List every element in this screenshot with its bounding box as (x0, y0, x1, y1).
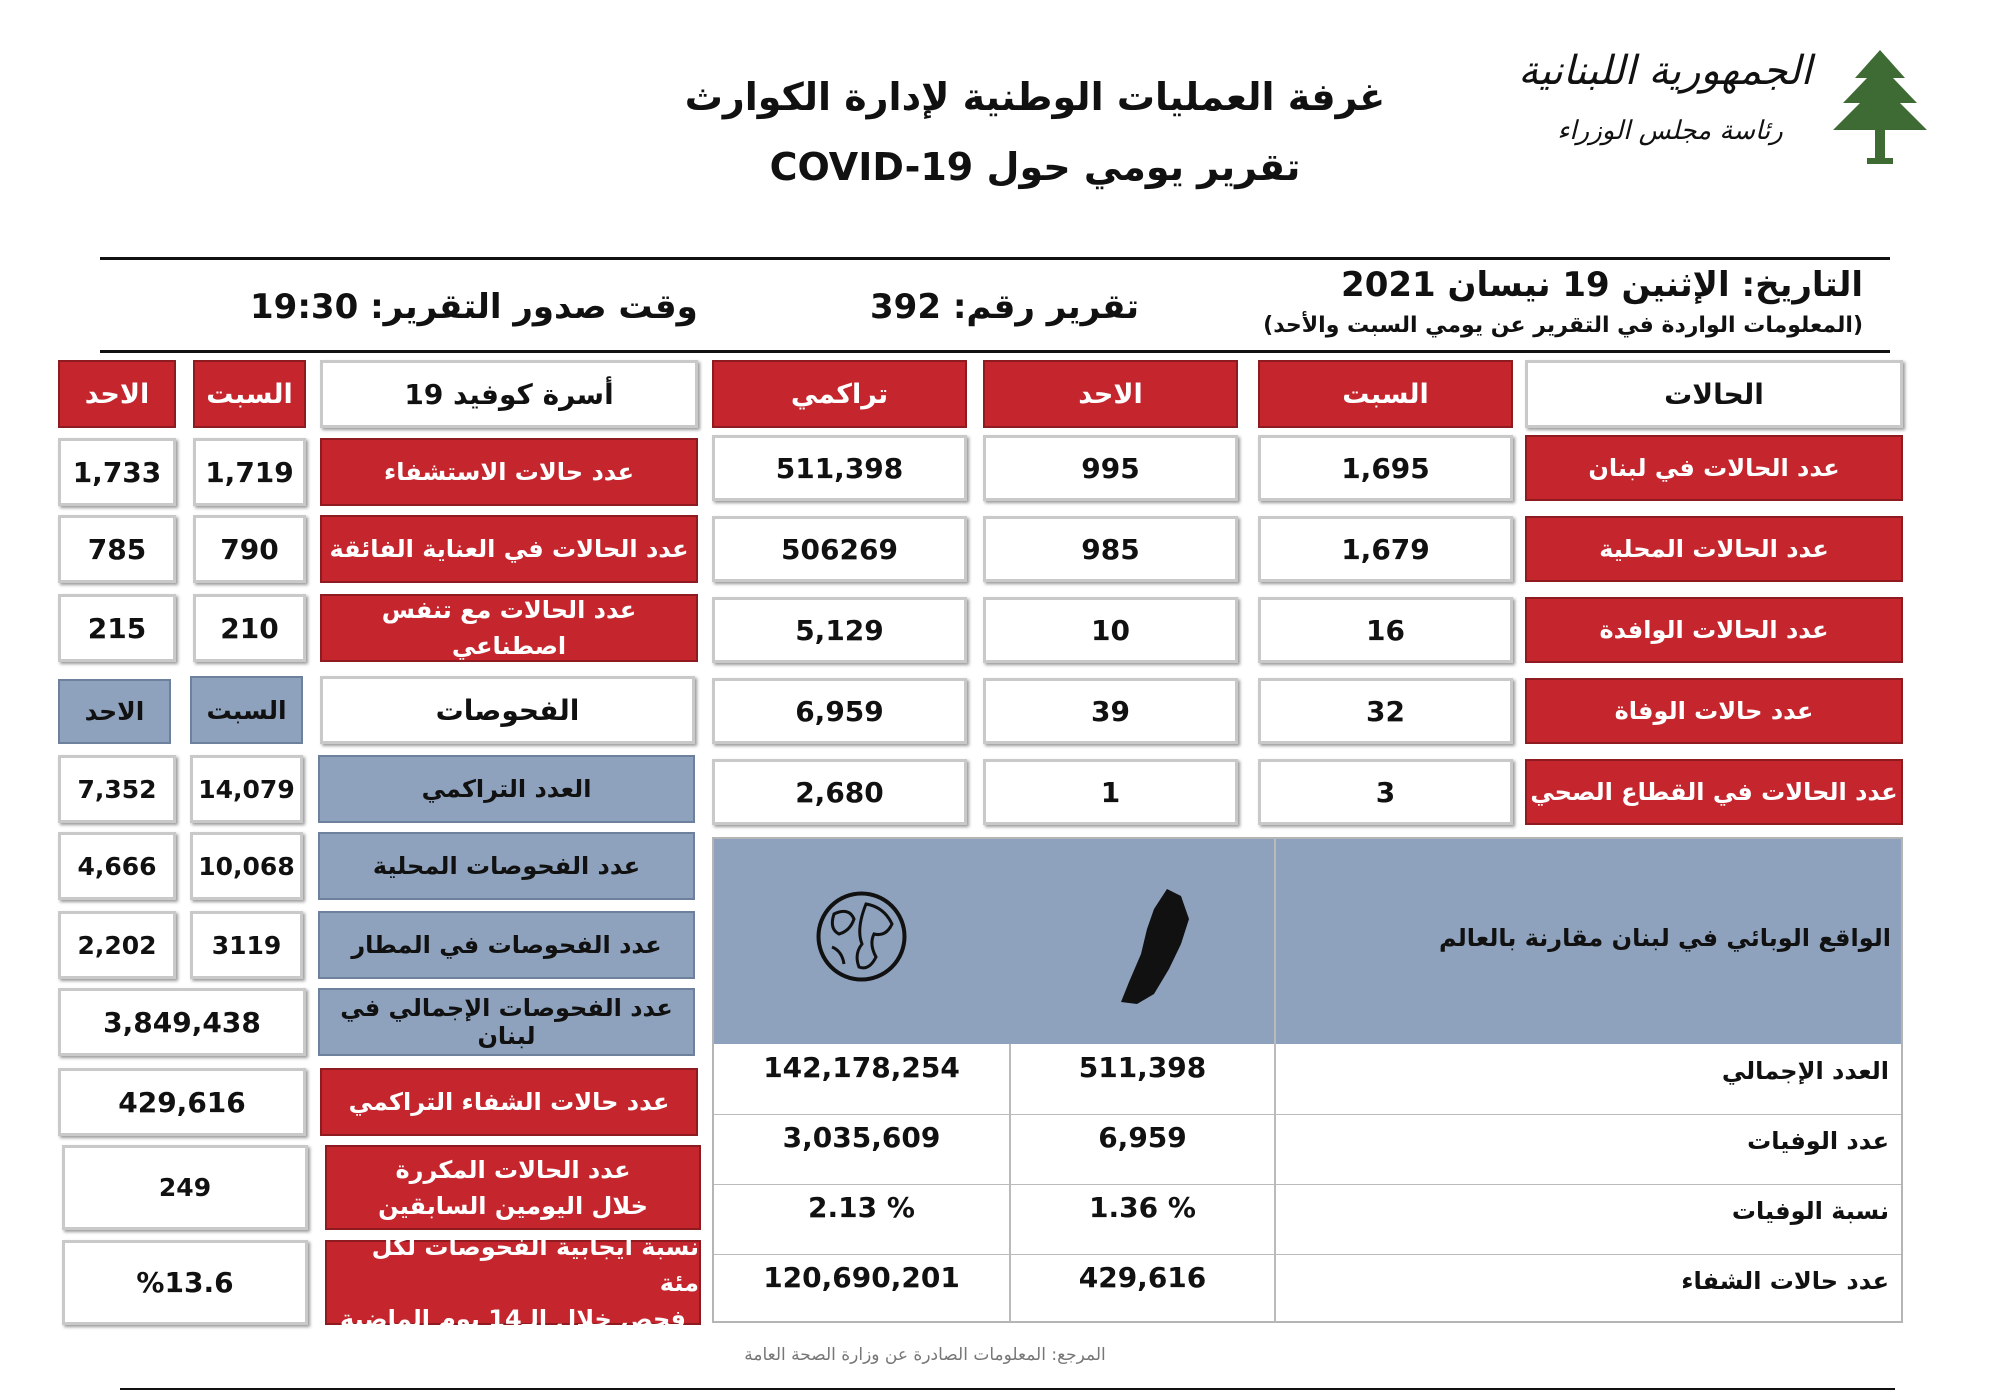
report-date-note: (المعلومات الواردة في التقرير عن يومي السبت والأحد) (1263, 313, 1863, 338)
world-col-divider (1274, 839, 1276, 1321)
tests-total-label: عدد الفحوصات الإجمالي في لبنان (318, 988, 695, 1056)
beds-row-sun: 215 (58, 594, 176, 662)
world-row-lebanon: 429,616 (1078, 1261, 1207, 1294)
cases-row-cum: 506269 (712, 516, 967, 582)
report-title: غرفة العمليات الوطنية لإدارة الكوارث (684, 75, 1386, 119)
report-date: التاريخ: الإثنين 19 نيسان 2021 (1341, 265, 1863, 305)
world-row-label: نسبة الوفيات (1731, 1197, 1889, 1225)
world-row-lebanon: 1.36 % (1089, 1191, 1196, 1224)
tests-total-value: 3,849,438 (58, 988, 306, 1056)
cases-row-sun: 985 (983, 516, 1238, 582)
beds-header-sat: السبت (193, 360, 306, 428)
cases-row-label: عدد الحالات المحلية (1525, 516, 1903, 582)
recoveries-label: عدد حالات الشفاء التراكمي (320, 1068, 698, 1136)
beds-header-label: أسرة كوفيد 19 (320, 360, 698, 428)
cedar-tree-icon (1825, 48, 1935, 166)
cases-row-cum: 511,398 (712, 435, 967, 501)
tests-row-label: عدد الفحوصات المحلية (318, 832, 695, 900)
cases-row-sat: 3 (1258, 759, 1513, 825)
duplicate-cases-label-line1: عدد الحالات المكررة (395, 1155, 631, 1184)
top-divider (100, 257, 1890, 260)
meta-divider (100, 350, 1890, 353)
tests-row-sun: 2,202 (58, 911, 176, 979)
beds-row-label: عدد حالات الاستشفاء (320, 438, 698, 506)
duplicate-cases-value: 249 (62, 1145, 308, 1230)
cases-row-label: عدد الحالات في لبنان (1525, 435, 1903, 501)
cases-row-cum: 2,680 (712, 759, 967, 825)
cases-row-cum: 6,959 (712, 678, 967, 744)
tests-row-sun: 7,352 (58, 755, 176, 823)
government-logo (1515, 48, 1945, 168)
tests-row-sun: 4,666 (58, 832, 176, 900)
recoveries-value: 429,616 (58, 1068, 306, 1136)
beds-row-sat: 1,719 (193, 438, 306, 506)
beds-row-sat: 210 (193, 594, 306, 662)
tests-row-sat: 3119 (190, 911, 303, 979)
world-row-world: 142,178,254 (763, 1051, 960, 1084)
world-row-label: عدد الوفيات (1747, 1127, 1889, 1155)
tests-row-sat: 10,068 (190, 832, 303, 900)
beds-header-sun: الاحد (58, 360, 176, 428)
lebanon-map-icon (1109, 884, 1199, 1014)
tests-header-label: الفحوصات (320, 676, 695, 744)
tests-row-label: عدد الفحوصات في المطار (318, 911, 695, 979)
cases-row-label: عدد الحالات في القطاع الصحي (1525, 759, 1903, 825)
source-note: المرجع: المعلومات الصادرة عن وزارة الصحة العامة (744, 1345, 1106, 1365)
cases-row-sat: 1,679 (1258, 516, 1513, 582)
world-row-world: 120,690,201 (763, 1261, 960, 1294)
cases-row-sun: 995 (983, 435, 1238, 501)
world-row-divider (714, 1114, 1901, 1115)
tests-header-sun: الاحد (58, 679, 171, 744)
report-number: تقرير رقم: 392 (870, 287, 1140, 327)
world-row-lebanon: 511,398 (1078, 1051, 1207, 1084)
beds-row-sun: 1,733 (58, 438, 176, 506)
beds-row-label: عدد الحالات في العناية الفائقة (320, 515, 698, 583)
logo-line1: الجمهورية اللبنانية (1518, 48, 1812, 94)
bottom-divider (120, 1388, 1895, 1390)
world-row-lebanon: 6,959 (1098, 1121, 1187, 1154)
cases-row-sun: 1 (983, 759, 1238, 825)
world-row-divider (714, 1254, 1901, 1255)
cases-row-sat: 16 (1258, 597, 1513, 663)
cases-row-label: عدد الحالات الوافدة (1525, 597, 1903, 663)
cases-header-sat: السبت (1258, 360, 1513, 428)
beds-row-sun: 785 (58, 515, 176, 583)
tests-header-sat: السبت (190, 676, 303, 744)
positivity-rate-label-line1: نسبة ايجابية الفحوصات لكل مئة (371, 1232, 699, 1297)
cases-row-sat: 32 (1258, 678, 1513, 744)
world-row-world: 3,035,609 (782, 1121, 941, 1154)
tests-row-sat: 14,079 (190, 755, 303, 823)
cases-header-label: الحالات (1525, 360, 1903, 428)
world-heading: الواقع الوبائي في لبنان مقارنة بالعالم (1438, 924, 1891, 952)
beds-row-sat: 790 (193, 515, 306, 583)
duplicate-cases-label-line2: خلال اليومين السابقين (378, 1191, 648, 1220)
world-comparison-panel (712, 837, 1903, 1323)
report-subtitle: تقرير يومي حول COVID-19 (769, 145, 1301, 189)
cases-row-label: عدد حالات الوفاة (1525, 678, 1903, 744)
cases-row-sun: 10 (983, 597, 1238, 663)
beds-row-label: عدد الحالات مع تنفس اصطناعي (320, 594, 698, 662)
duplicate-cases-label (325, 1145, 701, 1230)
world-row-world: 2.13 % (808, 1191, 915, 1224)
positivity-rate-value: %13.6 (62, 1240, 308, 1325)
cases-header-sun: الاحد (983, 360, 1238, 428)
report-time: وقت صدور التقرير: 19:30 (250, 287, 698, 327)
world-row-divider (714, 1184, 1901, 1185)
world-row-label: عدد حالات الشفاء (1681, 1267, 1889, 1295)
logo-line2: رئاسة مجلس الوزراء (1557, 116, 1783, 146)
cases-header-cum: تراكمي (712, 360, 967, 428)
cases-row-sat: 1,695 (1258, 435, 1513, 501)
tests-row-label: العدد التراكمي (318, 755, 695, 823)
positivity-rate-label-line2: فحص خلال الـ14 يوم الماضية (340, 1304, 686, 1333)
cases-row-cum: 5,129 (712, 597, 967, 663)
cases-row-sun: 39 (983, 678, 1238, 744)
positivity-rate-label (325, 1232, 701, 1333)
globe-icon (814, 889, 909, 984)
world-row-label: العدد الإجمالي (1721, 1057, 1889, 1085)
